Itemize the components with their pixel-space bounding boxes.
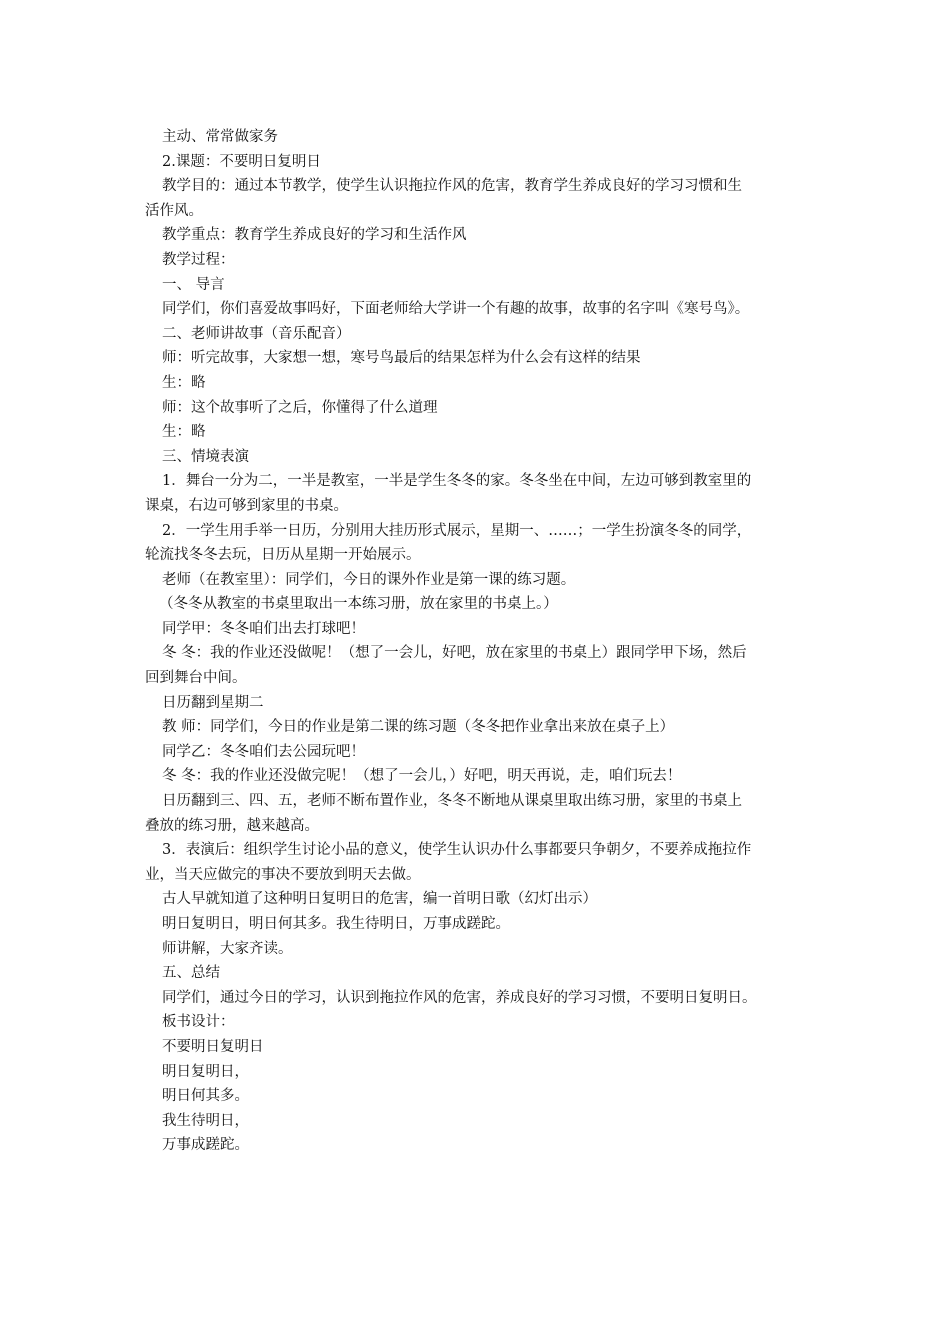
text-line: 课桌，右边可够到家里的书桌。 <box>145 497 348 514</box>
text-line: 日历翻到三、四、五，老师不断布置作业，冬冬不断地从课桌里取出练习册，家里的书桌上 <box>162 793 742 810</box>
text-line: 业，当天应做完的事决不要放到明天去做。 <box>145 866 421 883</box>
text-line: （冬冬从教室的书桌里取出一本练习册，放在家里的书桌上。） <box>159 596 558 613</box>
text-line: 板书设计： <box>162 1014 235 1031</box>
text-line: 生：略 <box>162 424 206 441</box>
lesson-title: 2.课题：不要明日复明日 <box>162 153 321 170</box>
text-line: 教 师：同学们，今日的作业是第二课的练习题（冬冬把作业拿出来放在桌子上） <box>162 719 675 736</box>
text-line: 古人早就知道了这种明日复明日的危害，编一首明日歌（幻灯出示） <box>162 891 597 908</box>
text-line: 教学过程： <box>162 251 235 268</box>
text-line: 同学们，你们喜爱故事吗好，下面老师给大学讲一个有趣的故事，故事的名字叫《寒号鸟》。 <box>162 301 750 318</box>
section-heading: 三、情境表演 <box>162 448 249 465</box>
text-line: 教学目的：通过本节教学，使学生认识拖拉作风的危害，教育学生养成良好的学习习惯和生 <box>162 178 742 195</box>
text-line: 叠放的练习册，越来越高。 <box>145 817 319 834</box>
text-line: 同学乙：冬冬咱们去公园玩吧！ <box>162 743 365 760</box>
text-line: 教学重点：教育学生养成良好的学习和生活作风 <box>162 227 467 244</box>
text-line: 同学们，通过今日的学习，认识到拖拉作风的危害，养成良好的学习习惯，不要明日复明日。 <box>162 989 757 1006</box>
text-line: 回到舞台中间。 <box>145 670 247 687</box>
board-design-line: 不要明日复明日 <box>162 1038 264 1055</box>
text-line: 生：略 <box>162 374 206 391</box>
board-design-line: 明日复明日， <box>162 1063 249 1080</box>
document-page <box>145 125 810 1158</box>
section-heading: 二、老师讲故事（音乐配音） <box>162 325 351 342</box>
section-heading: 一、 导言 <box>162 276 225 293</box>
text-line: 3．表演后：组织学生讨论小品的意义，使学生认识办什么事都要只争朝夕，不要养成拖拉作 <box>162 842 752 859</box>
text-line: 冬 冬：我的作业还没做呢！（想了一会儿，好吧，放在家里的书桌上）跟同学甲下场，然后 <box>162 645 747 662</box>
text-line: 师：这个故事听了之后，你懂得了什么道理 <box>162 399 438 416</box>
text-line: 轮流找冬冬去玩，日历从星期一开始展示。 <box>145 547 421 564</box>
text-line: 同学甲：冬冬咱们出去打球吧！ <box>162 620 365 637</box>
text-line: 2．一学生用手举一日历，分别用大挂历形式展示，星期一、……；一学生扮演冬冬的同学， <box>162 522 752 539</box>
poem-line: 明日复明日，明日何其多。我生待明日，万事成蹉跎。 <box>162 916 510 932</box>
text-line: 1．舞台一分为二，一半是教室，一半是学生冬冬的家。冬冬坐在中间，左边可够到教室里的 <box>162 473 752 490</box>
text-line: 日历翻到星期二 <box>162 694 264 711</box>
board-design-line: 我生待明日， <box>162 1112 249 1129</box>
text-line: 冬 冬：我的作业还没做完呢！（想了一会儿，）好吧，明天再说，走，咱们玩去！ <box>162 768 682 785</box>
text-line: 师：听完故事，大家想一想，寒号鸟最后的结果怎样为什么会有这样的结果 <box>162 350 641 367</box>
text-line: 师讲解，大家齐读。 <box>162 940 293 957</box>
text-line: 老师（在教室里）：同学们，今日的课外作业是第一课的练习题。 <box>162 571 576 588</box>
text-line: 活作风。 <box>145 202 203 219</box>
board-design-line: 明日何其多。 <box>162 1088 249 1105</box>
section-heading: 五、总结 <box>162 965 220 982</box>
board-design-line: 万事成蹉跎。 <box>162 1137 249 1154</box>
text-line: 主动、常常做家务 <box>162 129 278 145</box>
